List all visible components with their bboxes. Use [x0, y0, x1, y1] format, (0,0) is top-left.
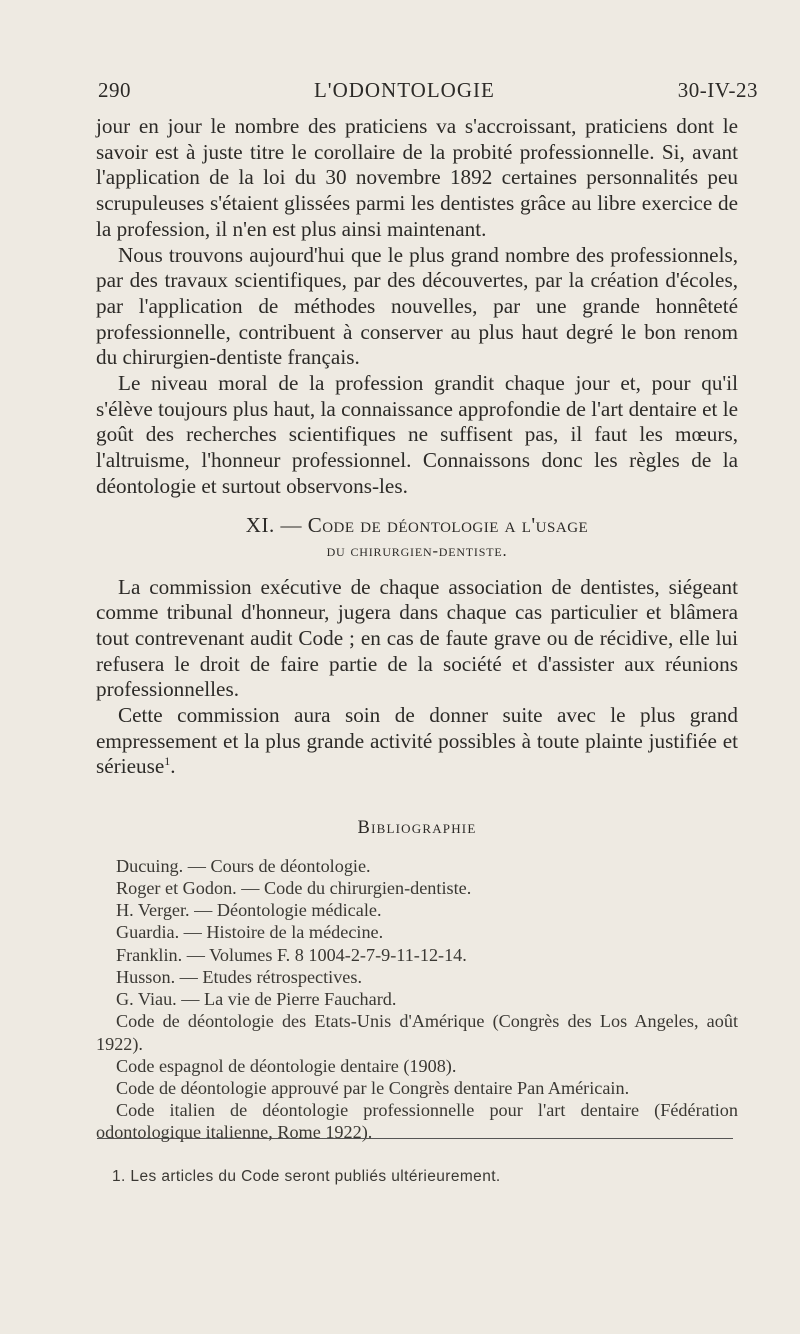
footnote-reference: 1	[164, 754, 171, 769]
main-text	[96, 114, 738, 1144]
running-header	[98, 78, 758, 103]
page-number: 290	[98, 78, 131, 102]
section-paragraph-2	[96, 703, 738, 780]
bibliography-item: Roger et Godon. — Code du chirurgien-dentiste.	[116, 878, 472, 899]
bibliography-item: Code italien de déontologie professionnelle pour l'art dentaire (Fédération odontologique italienne, Rome 1922).	[96, 1100, 738, 1143]
journal-title: L'ODONTOLOGIE	[313, 78, 495, 102]
paragraph-1: jour en jour le nombre des praticiens va s'accroissant, praticiens dont le savoir est à juste titre le corollaire de la probité professionnelle. Si, avant l'application de la loi du 30 novembre 1892 certaines personnalités peu scrupuleuses s'étaient glissées parmi les dentistes grâce au libre exercice de la profession, il n'en est plus ainsi maintenant.	[96, 114, 738, 241]
bibliography-item: Ducuing. — Cours de déontologie.	[116, 855, 371, 876]
bibliography-item: Husson. — Etudes rétrospectives.	[116, 966, 362, 987]
issue-date: 30-IV-23	[677, 78, 758, 102]
section-paragraph-2-end: .	[170, 754, 176, 779]
footnote: 1. Les articles du Code seront publiés ultérieurement.	[112, 1168, 501, 1185]
bibliography-item: Franklin. — Volumes F. 8 1004-2-7-9-11-12-14.	[116, 944, 467, 965]
paragraph-2: Nous trouvons aujourd'hui que le plus grand nombre des professionnels, par des travaux scientifiques, par des découvertes, par la création d'écoles, par l'application de méthodes nouvelles, par une grande honnêteté professionnelle, contribuent à conserver au plus haut degré le bon renom du chirurgien-dentiste français.	[96, 242, 738, 370]
bibliography-item: G. Viau. — La vie de Pierre Fauchard.	[116, 989, 397, 1010]
bibliography-item: Guardia. — Histoire de la médecine.	[116, 922, 384, 943]
section-title-line-1: XI. — Code de déontologie a l'usage	[245, 512, 589, 537]
bibliography-heading: Bibliographie	[357, 818, 477, 839]
bibliography-item: Code espagnol de déontologie dentaire (1908).	[116, 1055, 457, 1076]
section-paragraph-2-text: Cette commission aura soin de donner suite avec le plus grand empressement et la plus grande activité possibles à toute plainte justifiée et sérieuse	[96, 703, 738, 779]
section-paragraph-1: La commission exécutive de chaque association de dentistes, siégeant comme tribunal d'honneur, jugera dans chaque cas particulier et blâmera tout contrevenant audit Code ; en cas de faute grave ou de récidive, elle lui refusera le droit de faire partie de la société et d'assister aux réunions professionnelles.	[96, 574, 738, 702]
bibliography-item: Code de déontologie des Etats-Unis d'Amérique (Congrès des Los Angeles, août 1922).	[96, 1011, 738, 1054]
footnote-separator	[97, 1138, 733, 1139]
section-heading	[96, 513, 738, 563]
section-title-line-2: du chirurgien-dentiste.	[326, 540, 508, 560]
bibliography-item: H. Verger. — Déontologie médicale.	[116, 900, 382, 921]
bibliography-item: Code de déontologie approuvé par le Congrès dentaire Pan Américain.	[116, 1077, 630, 1098]
bibliography-list	[96, 855, 738, 1144]
paragraph-3: Le niveau moral de la profession grandit chaque jour et, pour qu'il s'élève toujours plus haut, la connaissance approfondie de l'art dentaire et le goût des recherches scientifiques ne suffisent pas, il faut les mœurs, l'altruisme, l'honneur professionnel. Connaissons donc les règles de la déontologie et surtout observons-les.	[96, 371, 738, 498]
